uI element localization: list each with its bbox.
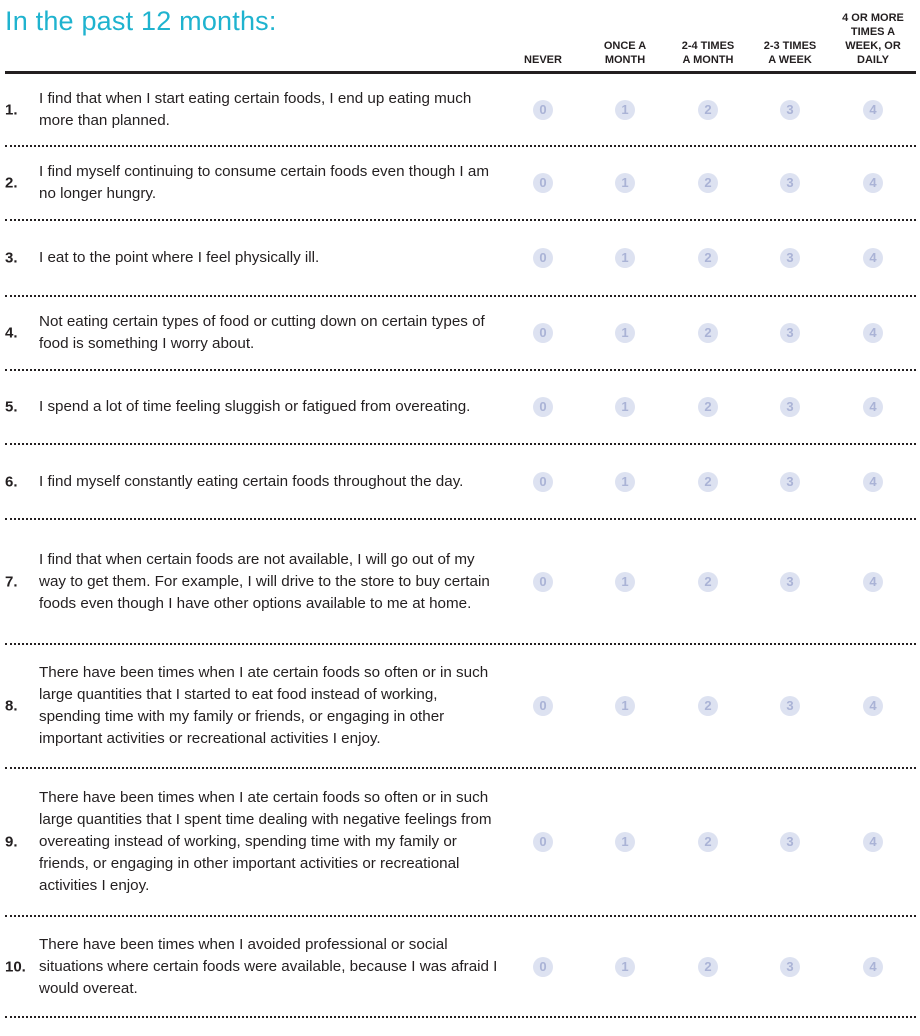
question-number: 9. — [5, 833, 18, 851]
answer-option-2-4-times-a-month[interactable]: 2 — [698, 397, 718, 417]
answer-option-4-or-more-times[interactable]: 4 — [863, 472, 883, 492]
answer-option-4-or-more-times[interactable]: 4 — [863, 832, 883, 852]
answer-option-2-3-times-a-week[interactable]: 3 — [780, 397, 800, 417]
question-text: There have been times when I ate certain foods so often or in such large quantities that I spent time dealing with negative feelings from overeating instead of working, spending time with my family or friends, or engaging in other important activities or recreational activities I enjoy. — [39, 789, 492, 894]
question-row-3 — [0, 220, 920, 296]
answer-option-once-a-month[interactable]: 1 — [615, 397, 635, 417]
column-header-line: MONTH — [604, 54, 646, 66]
answer-option-once-a-month[interactable]: 1 — [615, 832, 635, 852]
answer-option-4-or-more-times[interactable]: 4 — [863, 957, 883, 977]
answer-option-2-3-times-a-week[interactable]: 3 — [780, 832, 800, 852]
answer-option-never[interactable]: 0 — [533, 100, 553, 120]
answer-option-2-3-times-a-week[interactable]: 3 — [780, 696, 800, 716]
answer-option-2-3-times-a-week[interactable]: 3 — [780, 472, 800, 492]
answer-option-2-4-times-a-month[interactable]: 2 — [698, 957, 718, 977]
question-row-1 — [0, 74, 920, 146]
question-number: 5. — [5, 398, 18, 416]
column-header-line: 2-3 TIMES — [763, 40, 817, 52]
answer-option-never[interactable]: 0 — [533, 397, 553, 417]
answer-option-once-a-month[interactable]: 1 — [615, 100, 635, 120]
question-text: I find myself continuing to consume certain foods even though I am no longer hungry. — [39, 163, 489, 202]
answer-option-2-4-times-a-month[interactable]: 2 — [698, 323, 718, 343]
question-text: I find that when certain foods are not available, I will go out of my way to get them. For example, I will drive to the store to buy certain foods even though I have other options available to me at home. — [39, 550, 490, 612]
answer-option-never[interactable]: 0 — [533, 957, 553, 977]
question-row-2 — [0, 146, 920, 220]
question-row-10 — [0, 916, 920, 1017]
answer-option-4-or-more-times[interactable]: 4 — [863, 323, 883, 343]
column-header-line: DAILY — [857, 54, 889, 66]
question-number: 6. — [5, 473, 18, 490]
answer-option-never[interactable]: 0 — [533, 472, 553, 492]
question-text: I find myself constantly eating certain foods throughout the day. — [39, 472, 464, 490]
column-header-line: 4 OR MORE — [842, 12, 904, 24]
page-title: In the past 12 months: — [5, 6, 277, 36]
answer-option-once-a-month[interactable]: 1 — [615, 472, 635, 492]
answer-option-never[interactable]: 0 — [533, 696, 553, 716]
answer-option-never[interactable]: 0 — [533, 323, 553, 343]
column-header-line: ONCE A — [603, 40, 647, 52]
question-number: 1. — [5, 101, 18, 119]
answer-option-once-a-month[interactable]: 1 — [615, 957, 635, 977]
answer-option-2-4-times-a-month[interactable]: 2 — [698, 173, 718, 193]
column-header-line: NEVER — [524, 54, 562, 66]
answer-option-2-4-times-a-month[interactable]: 2 — [698, 572, 718, 592]
answer-option-4-or-more-times[interactable]: 4 — [863, 100, 883, 120]
question-text: I find that when I start eating certain foods, I end up eating much more than planned. — [39, 90, 472, 129]
answer-option-once-a-month[interactable]: 1 — [615, 248, 635, 268]
column-header-2-3-times-a-week — [747, 39, 833, 67]
column-header-never — [500, 53, 586, 67]
question-row-8 — [0, 644, 920, 768]
row-divider — [5, 1016, 916, 1018]
answer-option-2-4-times-a-month[interactable]: 2 — [698, 248, 718, 268]
question-text: I spend a lot of time feeling sluggish or fatigued from overeating. — [39, 398, 471, 415]
column-header-line: A WEEK — [768, 54, 812, 66]
column-header-4-or-more-times — [830, 11, 916, 67]
answer-option-once-a-month[interactable]: 1 — [615, 323, 635, 343]
answer-option-never[interactable]: 0 — [533, 832, 553, 852]
question-number: 3. — [5, 249, 18, 267]
answer-option-once-a-month[interactable]: 1 — [615, 572, 635, 592]
column-header-line: A MONTH — [682, 54, 734, 66]
question-number: 2. — [5, 174, 18, 192]
column-header-line: WEEK, OR — [845, 40, 901, 52]
answer-option-4-or-more-times[interactable]: 4 — [863, 696, 883, 716]
question-text: There have been times when I ate certain foods so often or in such large quantities that I started to eat food instead of working, spending time with my family or friends, or engaging in other important activities or recreational activities I enjoy. — [39, 664, 489, 747]
question-text: I eat to the point where I feel physically ill. — [39, 249, 320, 266]
answer-option-2-4-times-a-month[interactable]: 2 — [698, 832, 718, 852]
answer-option-4-or-more-times[interactable]: 4 — [863, 248, 883, 268]
answer-option-2-3-times-a-week[interactable]: 3 — [780, 323, 800, 343]
answer-option-4-or-more-times[interactable]: 4 — [863, 173, 883, 193]
column-header-2-4-times-a-month — [665, 39, 751, 67]
question-number: 7. — [5, 573, 18, 590]
question-row-7 — [0, 519, 920, 644]
answer-option-2-4-times-a-month[interactable]: 2 — [698, 696, 718, 716]
question-text: Not eating certain types of food or cutting down on certain types of food is something I worry about. — [39, 313, 485, 352]
column-header-once-a-month — [582, 39, 668, 67]
question-row-6 — [0, 444, 920, 519]
question-text: There have been times when I avoided professional or social situations where certain foods were available, because I was afraid I would overeat. — [39, 935, 498, 997]
answer-option-2-3-times-a-week[interactable]: 3 — [780, 100, 800, 120]
answer-option-4-or-more-times[interactable]: 4 — [863, 397, 883, 417]
answer-option-never[interactable]: 0 — [533, 173, 553, 193]
column-header-line: 2-4 TIMES — [681, 40, 735, 52]
answer-option-2-3-times-a-week[interactable]: 3 — [780, 957, 800, 977]
column-header-line: TIMES A — [850, 26, 896, 38]
question-number: 4. — [5, 324, 18, 342]
answer-option-never[interactable]: 0 — [533, 572, 553, 592]
answer-option-4-or-more-times[interactable]: 4 — [863, 572, 883, 592]
answer-option-2-4-times-a-month[interactable]: 2 — [698, 100, 718, 120]
answer-option-2-4-times-a-month[interactable]: 2 — [698, 472, 718, 492]
question-row-9 — [0, 768, 920, 916]
answer-option-2-3-times-a-week[interactable]: 3 — [780, 248, 800, 268]
answer-option-2-3-times-a-week[interactable]: 3 — [780, 572, 800, 592]
answer-option-2-3-times-a-week[interactable]: 3 — [780, 173, 800, 193]
question-number: 8. — [5, 697, 18, 715]
answer-option-never[interactable]: 0 — [533, 248, 553, 268]
question-row-4 — [0, 296, 920, 370]
answer-option-once-a-month[interactable]: 1 — [615, 696, 635, 716]
question-number: 10. — [5, 958, 26, 975]
question-row-5 — [0, 370, 920, 444]
answer-option-once-a-month[interactable]: 1 — [615, 173, 635, 193]
